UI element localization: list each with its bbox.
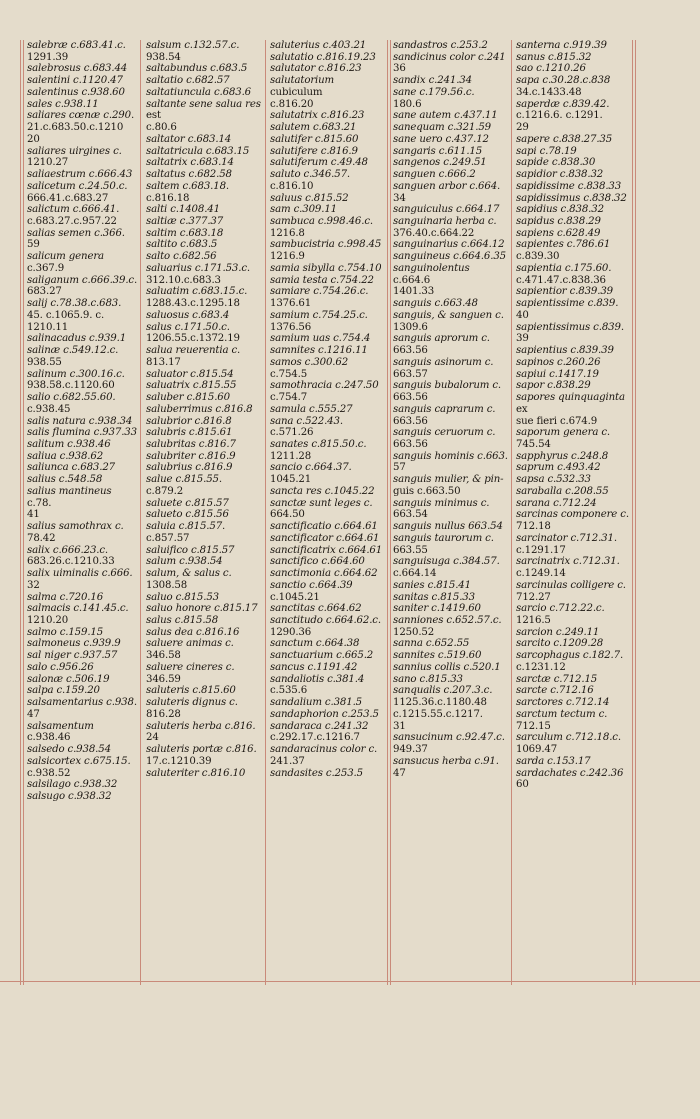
index-entry: saluteris herba c.816. 24 [146,720,256,744]
index-entry: saluere animas c. 346.58 [146,638,234,662]
index-entry: sanniones c.652.57.c. 1250.52 [393,614,502,638]
index-entry: sapidus c.838.29 [516,216,601,228]
index-entry: sane uero c.437.12 [393,133,489,145]
index-entry: saluere cineres c. 346.59 [146,661,235,685]
index-entry: saperdæ c.839.42. c.1216.6. c.1291. 29 [516,98,610,134]
index-entry: salpa c.159.20 [27,685,100,697]
index-entry: sapi c.78.19 [516,145,577,157]
index-entry: samium uas c.754.4 [270,333,371,345]
index-entry: salitum c.938.46 [27,438,111,450]
index-entry: saluterius c.403.21 [270,40,367,51]
index-entry: saltiæ c.377.37 [146,216,224,228]
index-entry: sapores quinquaginta ex sue fieri c.674.9 [516,392,625,427]
index-entry: sales c.938.11 [27,98,99,110]
index-entry: sanguis mulier, & pin- guis c.663.50 [393,474,504,497]
index-entry: samia sibylla c.754.10 [270,262,382,274]
index-entry: saluia c.815.57. c.857.57 [146,521,226,544]
index-entry: sanates c.815.50.c. 1211.28 [270,438,367,462]
index-entry: sam c.309.11 [270,204,337,216]
index-entry: sansucinum c.92.47.c. 949.37 [393,732,505,756]
index-entry: saluatim c.683.15.c. 1288.43.c.1295.18 [146,286,248,310]
index-entry: saluteriter c.816.10 [146,767,246,779]
index-entry: salsedo c.938.54 [27,744,111,756]
index-entry: sanguis nullus 663.54 [393,521,503,533]
index-entry: sancio c.664.37. 1045.21 [270,462,352,486]
column-rule [20,40,21,985]
index-entry: sapientissimus c.839. 39 [516,321,624,345]
index-entry: sarcion c.249.11 [516,626,600,638]
index-entry: sanguis caprarum c. 663.56 [393,403,496,427]
index-entry: sarcinulas colligere c. 712.27 [516,579,626,603]
index-entry: sannites c.519.60 [393,650,482,662]
index-entry: sanguis bubalorum c. 663.56 [393,380,502,404]
index-column-4 [393,40,509,980]
index-entry: samula c.555.27 [270,403,353,415]
index-entry: sanqualis c.207.3.c. 1125.36.c.1180.48 c.1215.55.c.1217. 31 [393,685,493,732]
index-entry: saltatricula c.683.15 [146,145,250,157]
index-entry: saluo c.815.53 [146,591,219,603]
index-entry: saluto c.346.57. c.816.10 [270,169,351,192]
index-entry: salum c.938.54 [146,556,223,568]
index-entry: sanctificatio c.664.61 [270,521,378,533]
index-entry: sangenos c.249.51 [393,157,487,169]
index-entry: saluo honore c.815.17 [146,603,258,615]
index-entry: saluber c.815.60 [146,392,230,404]
index-entry: saluteris portæ c.816. 17.c.1210.39 [146,744,257,767]
index-entry: sanctuarium c.665.2 [270,650,374,662]
index-entry: saliares uirgines c. 1210.27 [27,145,122,169]
index-entry: sanitas c.815.33 [393,591,475,603]
index-entry: sancta res c.1045.22 [270,485,375,497]
index-entry: salicetum c.24.50.c. 666.41.c.683.27 [27,180,128,204]
index-entry: saluus c.815.52 [270,192,349,204]
index-entry: sao c.1210.26 [516,63,586,75]
index-entry: sapientior c.839.39 [516,286,614,298]
index-entry: samia testa c.754.22 [270,274,374,286]
index-entry: salma c.720.16 [27,591,104,603]
index-entry: saliares cœnæ c.290. 21.c.683.50.c.1210 20 [27,110,135,145]
index-entry: salis flumina c.937.33 [27,427,137,439]
index-entry: saliaestrum c.666.43 [27,169,133,181]
index-entry: samium c.754.25.c. 1376.56 [270,309,368,333]
column-rule [387,40,388,985]
index-entry: sanctificatrix c.664.61 [270,544,383,556]
index-entry: salebrosus c.683.44 [27,63,128,75]
index-entry: sambuca c.998.46.c. 1216.8 [270,216,373,239]
index-entry: salti c.1408.41 [146,204,220,216]
index-entry: sancus c.1191.42 [270,661,358,673]
index-entry: saliganum c.666.39.c. 683.27 [27,274,138,298]
index-entry: sanguen arbor c.664. 34 [393,180,501,204]
index-entry: saltem c.683.18. c.816.18 [146,180,230,204]
index-entry: salius mantineus c.78. 41 [27,485,112,521]
index-entry: saraballa c.208.55 [516,485,609,497]
index-entry: salubriter c.816.9 [146,450,236,462]
index-entry: saltim c.683.18 [146,227,224,239]
index-entry: salutiferum c.49.48 [270,157,368,169]
index-entry: salum, & salus c. 1308.58 [146,568,232,591]
index-entry: salinum c.300.16.c. 938.58.c.1120.60 [27,368,125,392]
index-entry: sanguinarius c.664.12 [393,239,505,251]
index-entry: salubris c.815.61 [146,427,233,439]
index-entry: salsamentarius c.938. 47 [27,697,137,720]
index-entry: sarcio c.712.22.c. 1216.5 [516,603,605,626]
index-entry: sapientia c.175.60. c.471.47.c.838.36 [516,262,612,286]
index-entry: saliua c.938.62 [27,450,104,462]
index-entry: sapinos c.260.26 [516,356,601,368]
index-entry: sandix c.241.34 [393,75,472,87]
index-entry: sanguis aprorum c. 663.56 [393,333,490,357]
index-entry: sandaraca c.241.32 c.292.17.c.1216.7 [270,720,369,744]
index-entry: salo c.956.26 [27,661,94,673]
index-entry: sambucistria c.998.45 1216.9 [270,239,382,263]
index-entry: salinæ c.549.12.c. 938.55 [27,345,119,368]
index-entry: salutifer c.815.60 [270,133,359,145]
index-entry: saltator c.683.14 [146,133,232,145]
index-entry: saltatus c.682.58 [146,169,232,181]
index-column-2 [146,40,263,980]
index-entry: sanguen c.666.2 [393,169,476,181]
index-entry: sanguisuga c.384.57. c.664.14 [393,556,500,580]
index-entry: sapor c.838.29 [516,380,591,392]
index-entry: sanctitas c.664.62 [270,603,362,615]
index-entry: salmacis c.141.45.c. 1210.20 [27,603,129,626]
index-entry: sanequam c.321.59 [393,122,491,134]
index-entry: sanguineus c.664.6.35 [393,251,506,263]
index-column-5 [516,40,630,980]
index-entry: sal niger c.937.57 [27,650,118,662]
index-entry: sarcinator c.712.31. c.1291.17 [516,532,617,556]
index-entry: sandasites c.253.5 [270,767,363,779]
page-bottom-rule [0,981,700,982]
index-entry: sarculum c.712.18.c. 1069.47 [516,732,621,756]
index-entry: salonæ c.506.19 [27,673,110,685]
index-entry: sapa c.30.28.c.838 34.c.1433.48 [516,75,611,98]
index-entry: salutatorium cubiculum c.816.20 [270,75,335,110]
index-entry: saltabundus c.683.5 [146,63,248,75]
index-entry: sarcito c.1209.28 [516,638,604,650]
index-entry: salinacadus c.939.1 [27,333,127,345]
index-entry: sapiens c.628.49 [516,227,601,239]
index-entry: salus c.815.58 [146,614,219,626]
index-entry: saluosus c.683.4 [146,309,230,321]
index-entry: sanctificator c.664.61 [270,532,380,544]
index-entry: saltante sene salua res est c.80.6 [146,98,261,134]
index-entry: saliunca c.683.27 [27,462,115,474]
index-entry: saltito c.683.5 [146,239,218,251]
index-entry: sapiui c.1417.19 [516,368,599,380]
index-entry: salius samothrax c. 78.42 [27,521,124,544]
index-entry: salsum c.132.57.c. 938.54 [146,40,240,63]
index-entry: sanus c.815.32 [516,51,592,63]
column-rule [632,40,633,985]
index-entry: salubrior c.816.8 [146,415,232,427]
index-entry: salue c.815.55. c.879.2 [146,474,222,497]
index-entry: sannius collis c.520.1 [393,661,501,673]
index-entry: sane autem c.437.11 [393,110,498,122]
index-entry: sandastros c.253.2 [393,40,488,51]
index-entry: salto c.682.56 [146,251,217,263]
index-entry: saltatio c.682.57 [146,75,230,87]
index-entry: sarana c.712.24 [516,497,597,509]
index-entry: sane c.179.56.c. 180.6 [393,86,475,110]
index-entry: sarcinatrix c.712.31. c.1249.14 [516,556,620,580]
index-entry: saltatiuncula c.683.6 [146,86,251,98]
index-entry: sapidius c.838.32 [516,204,604,216]
index-entry: sarcte c.712.16 [516,685,594,697]
index-entry: sapientius c.839.39 [516,345,614,357]
index-entry: sanctimonia c.664.62 [270,568,378,580]
index-entry: salutifere c.816.9 [270,145,358,157]
index-entry: salsamentum c.938.46 [27,720,97,744]
index-entry: saluberrimus c.816.8 [146,403,253,415]
index-entry: sano c.815.33 [393,673,463,685]
index-entry: sanguis taurorum c. 663.55 [393,532,494,556]
index-entry: sana c.522.43. c.571.26 [270,415,343,439]
index-entry: salias semen c.366. 59 [27,227,125,251]
index-entry: saluete c.815.57 [146,497,229,509]
index-entry: sarda c.153.17 [516,755,591,767]
index-entry: samothracia c.247.50 c.754.7 [270,380,379,404]
index-entry: sandicinus color c.241 36 [393,51,506,75]
index-entry: salis natura c.938.34 [27,415,133,427]
column-rule [265,40,266,985]
index-entry: sapsa c.532.33 [516,474,591,486]
index-entry: salsilago c.938.32 [27,779,118,791]
index-entry: salictum c.666.41. c.683.27.c.957.22 [27,204,120,228]
index-entry: salutem c.683.21 [270,122,357,134]
index-entry: salebræ c.683.41.c. 1291.39 [27,40,126,63]
index-entry: salmo c.159.15 [27,626,104,638]
index-entry: sandaphorion c.253.5 [270,708,379,720]
column-rule [511,40,512,985]
index-entry: salus c.171.50.c. 1206.55.c.1372.19 [146,321,240,345]
index-entry: sanies c.815.41 [393,579,471,591]
index-entry: santerna c.919.39 [516,40,607,51]
index-entry: salsicortex c.675.15. c.938.52 [27,755,131,779]
index-entry: salij c.78.38.c.683. 45. c.1065.9. c. 1210.11 [27,298,122,333]
index-entry: salentinus c.938.60 [27,86,125,98]
index-entry: salutatrix c.816.23 [270,110,365,122]
index-entry: salueto c.815.56 [146,509,229,521]
index-entry: sanctifico c.664.60 [270,556,365,568]
index-entry: salutatio c.816.19.23 [270,51,376,63]
index-entry: sanctum c.664.38 [270,638,360,650]
index-entry: salutator c.816.23 [270,63,362,75]
index-entry: saluteris dignus c. 816.28 [146,697,238,720]
index-entry: saporum genera c. 745.54 [516,427,611,450]
index-entry: sarctæ c.712.15 [516,673,598,685]
index-entry: sansucus herba c.91. 47 [393,755,499,779]
index-entry: sanctio c.664.39 c.1045.21 [270,579,353,603]
index-entry: sapidissime c.838.33 [516,180,622,192]
index-entry: sandaliotis c.381.4 c.535.6 [270,673,365,697]
index-entry: saluator c.815.54 [146,368,234,380]
index-entry: sanguinaria herba c. 376.40.c.664.22 [393,216,497,239]
index-entry: sanna c.652.55 [393,638,470,650]
index-entry: sanguis minimus c. 663.54 [393,497,490,521]
index-entry: sanguis asinorum c. 663.57 [393,356,494,380]
index-entry: saprum c.493.42 [516,462,601,474]
index-entry: sapere c.838.27.35 [516,133,613,145]
index-entry: sarcophagus c.182.7. c.1231.12 [516,650,624,673]
index-entry: salix c.666.23.c. 683.26.c.1210.33 [27,544,115,568]
index-entry: salubrius c.816.9 [146,462,233,474]
index-entry: salsugo c.938.32 [27,791,112,802]
index-entry: salus dea c.816.16 [146,626,240,638]
column-rule [140,40,141,985]
index-entry: salius c.548.58 [27,474,103,486]
index-entry: sanguis, & sanguen c. 1309.6 [393,309,504,333]
index-entry: sapidior c.838.32 [516,169,604,181]
index-entry: sandalium c.381.5 [270,697,362,709]
index-entry: sapidissimus c.838.32 [516,192,627,204]
index-entry: saluteris c.815.60 [146,685,236,697]
index-entry: sanguis ceruorum c. 663.56 [393,427,496,450]
index-entry: saluifico c.815.57 [146,544,235,556]
index-entry: sarcinas componere c. 712.18 [516,509,629,533]
index-entry: sandaracinus color c. 241.37 [270,744,378,767]
index-entry: sardachates c.242.36 60 [516,767,624,791]
index-entry: salubritas c.816.7 [146,438,236,450]
index-entry: sanguis hominis c.663. 57 [393,450,508,474]
index-entry: sanctæ sunt leges c. 664.50 [270,497,373,521]
index-column-1 [27,40,138,980]
index-entry: salua reuerentia c. 813.17 [146,345,241,368]
index-entry: sanguiculus c.664.17 [393,204,500,216]
index-entry: sanguis c.663.48 [393,298,478,310]
index-entry: salicum genera c.367.9 [27,251,108,274]
index-entry: sarctum tectum c. 712.15 [516,708,608,732]
index-entry: salio c.682.55.60. c.938.45 [27,392,116,415]
index-entry: salentini c.1120.47 [27,75,123,87]
index-entry: salix uiminalis c.666. 32 [27,568,133,591]
index-entry: saltatrix c.683.14 [146,157,234,169]
index-entry: sapientissime c.839. 40 [516,298,619,321]
index-entry: saniter c.1419.60 [393,603,481,615]
index-entry: saluatrix c.815.55 [146,380,237,392]
index-entry: saluarius c.171.53.c. 312.10.c.683.3 [146,262,250,286]
index-entry: samiare c.754.26.c. 1376.61 [270,286,369,310]
index-entry: salmoneus c.939.9 [27,638,121,650]
index-entry: sanguinolentus c.664.6 1401.33 [393,262,470,298]
index-entry: sangaris c.611.15 [393,145,483,157]
index-entry: sanctitudo c.664.62.c. 1290.36 [270,614,381,638]
index-entry: sapphyrus c.248.8 [516,450,609,462]
index-entry: sapide c.838.30 [516,157,596,169]
index-entry: sarctores c.712.14 [516,697,610,709]
index-entry: samos c.300.62 c.754.5 [270,356,349,380]
index-entry: samnites c.1216.11 [270,345,368,357]
index-column-3 [270,40,385,980]
index-entry: sapientes c.786.61 c.839.30 [516,239,611,263]
